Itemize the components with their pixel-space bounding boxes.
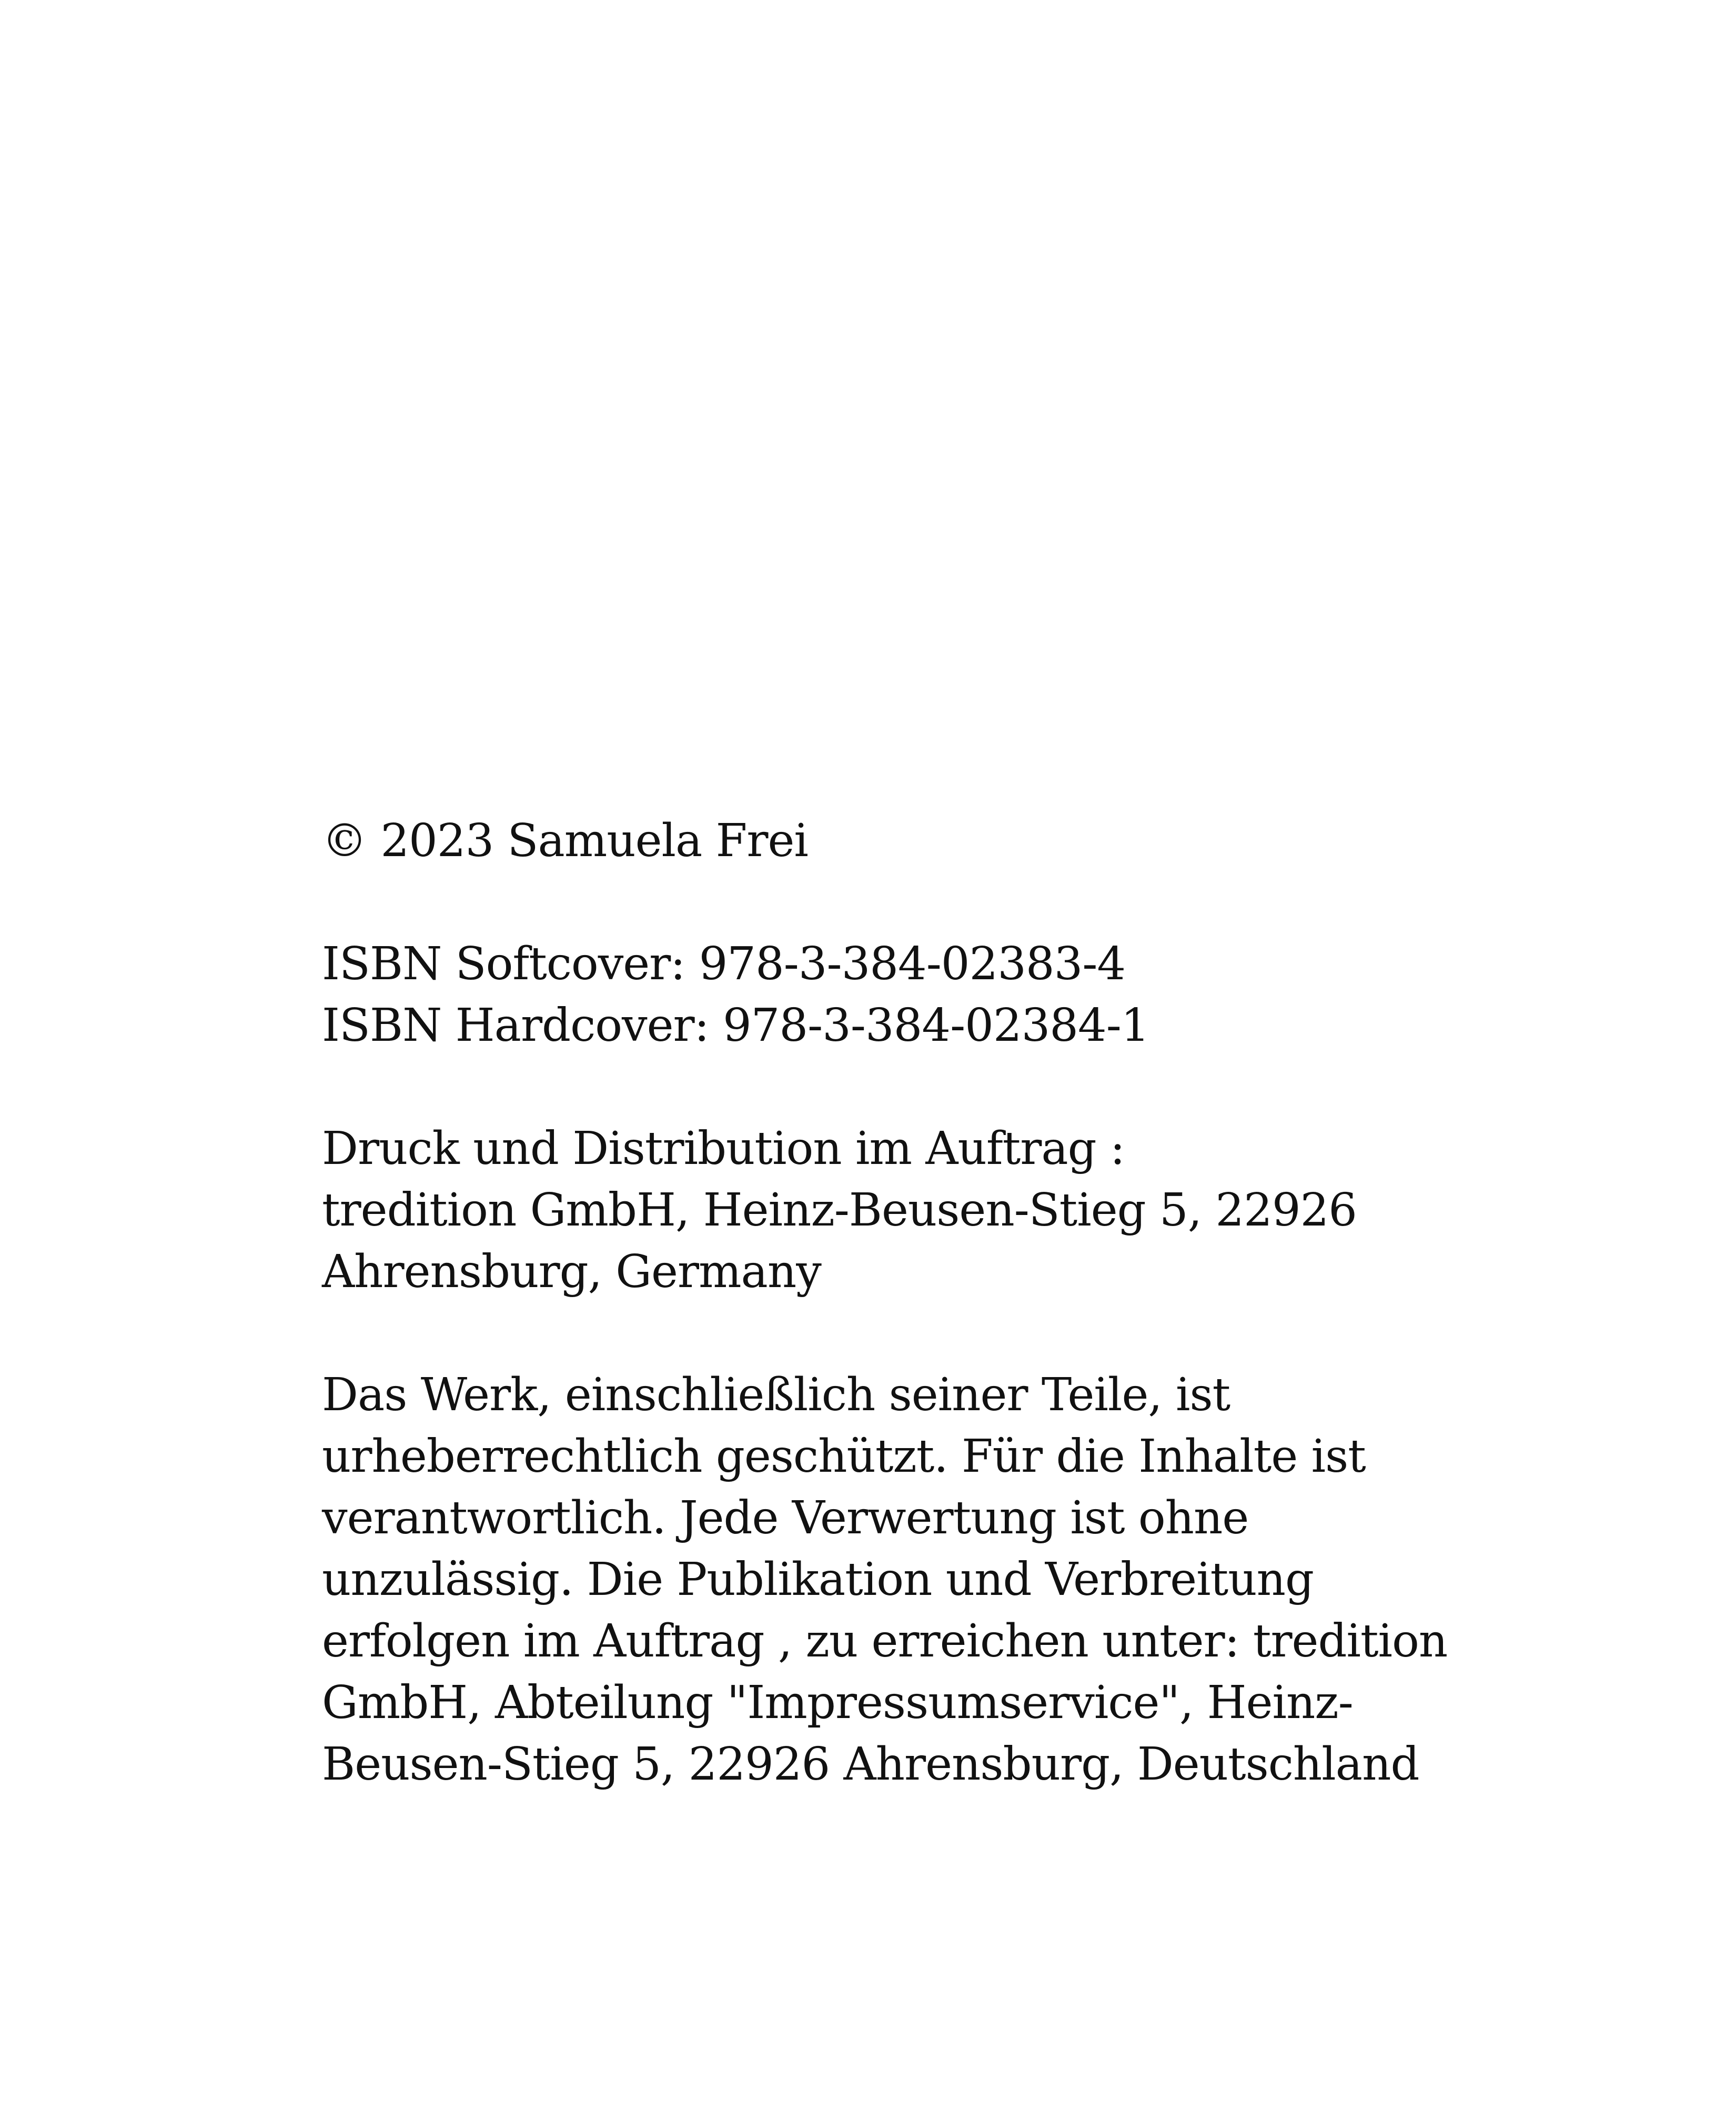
copyright-line: © 2023 Samuela Frei (322, 815, 808, 867)
legal-notice-line: Das Werk, einschließlich seiner Teile, ist (322, 1369, 1230, 1421)
legal-notice-line: Beusen-Stieg 5, 22926 Ahrensburg, Deutschland (322, 1738, 1419, 1791)
printing-block (322, 1118, 1479, 1303)
copyright-block (322, 810, 1479, 872)
legal-notice-line: unzulässig. Die Publikation und Verbreitung (322, 1553, 1314, 1606)
legal-notice-line: GmbH, Abteilung "Impressumservice", Heinz- (322, 1676, 1353, 1729)
isbn-hardcover: ISBN Hardcover: 978-3-384-02384-1 (322, 999, 1149, 1052)
isbn-block (322, 933, 1479, 1057)
printing-line: Druck und Distribution im Auftrag : (322, 1122, 1125, 1175)
imprint-text (322, 810, 1479, 1857)
isbn-softcover: ISBN Softcover: 978-3-384-02383-4 (322, 938, 1126, 990)
printing-line: tredition GmbH, Heinz-Beusen-Stieg 5, 22926 (322, 1184, 1357, 1237)
legal-notice-line: verantwortlich. Jede Verwertung ist ohne (322, 1492, 1249, 1544)
printing-line: Ahrensburg, Germany (322, 1246, 821, 1298)
legal-notice-line: erfolgen im Auftrag , zu erreichen unter: tredition (322, 1615, 1448, 1668)
legal-notice-block (322, 1364, 1479, 1795)
legal-notice-line: urheberrechtlich geschützt. Für die Inhalte ist (322, 1430, 1366, 1483)
